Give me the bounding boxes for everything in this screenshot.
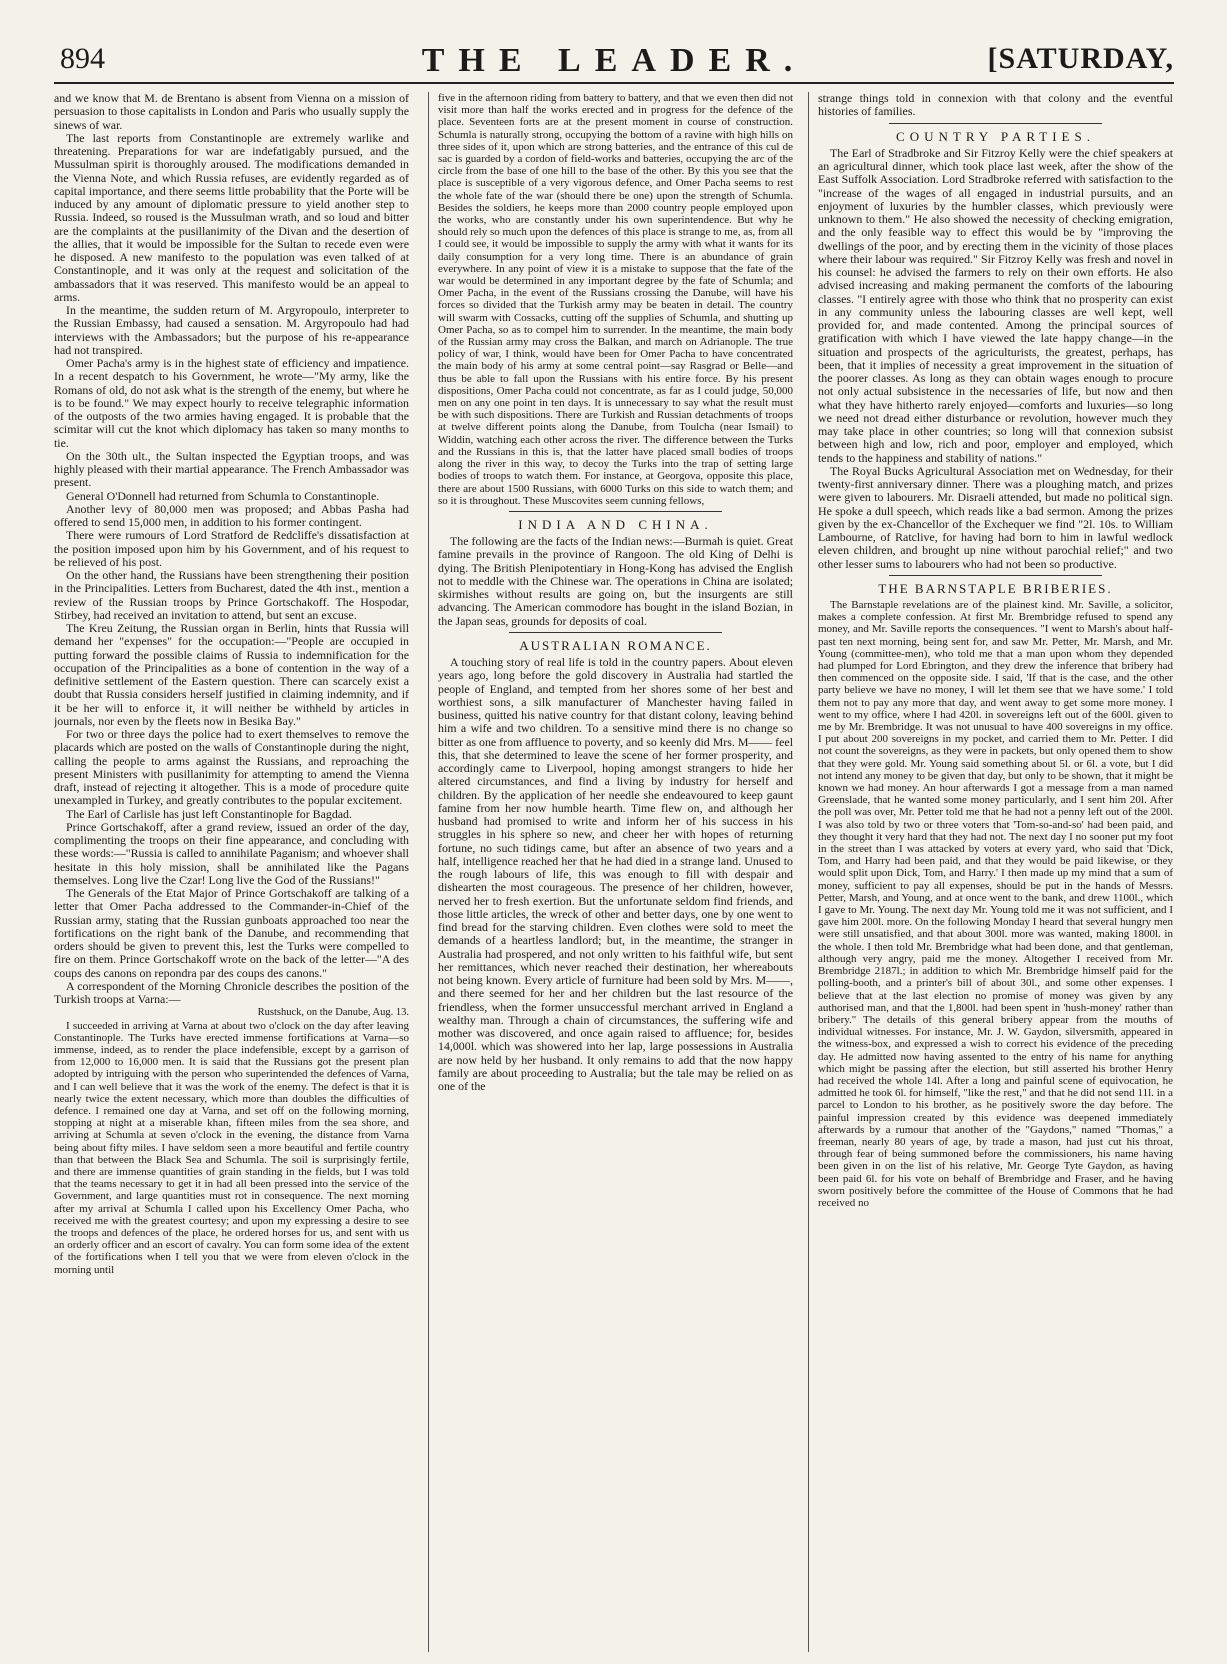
paragraph: On the other hand, the Russians have been strengthening their position in the Principalities. Letters from Bucharest, dated the 4th inst., mention a review of the Russian troops by Prince Gortschakoff. The Hospodar, Stirbey, had received an invitation to attend, but sent an excuse.	[54, 568, 409, 622]
column-rule	[428, 92, 429, 1652]
paragraph: and we know that M. de Brentano is absent from Vienna on a mission of persuasion to those capitalists in London and Paris who usually supply the sinews of war.	[54, 92, 409, 132]
masthead	[54, 42, 1174, 84]
paragraph: General O'Donnell had returned from Schumla to Constantinople.	[66, 488, 380, 503]
paragraph: For two or three days the police had to exert themselves to remove the placards which are posted on the walls of Constantinople during the night, calling the people to arms against the Russians, and reproaching the present Ministers with pusillanimity for attempting to amend the Vienna draft, instead of rejecting it altogether. This is a mode of procedure quite unexampled in Turkey, and greatly contributes to the popular excitement.	[54, 727, 409, 808]
paragraph: A correspondent of the Morning Chronicle describes the position of the Turkish troops at Varna:—	[54, 978, 409, 1006]
dateline: Rustshuck, on the Danube, Aug. 13.	[257, 1007, 409, 1019]
section-divider	[509, 632, 722, 633]
column-3	[818, 92, 1173, 1652]
page-number: 894	[60, 42, 105, 75]
article-australian-continued: strange things told in connexion with that colony and the eventful histories of families.	[818, 92, 1173, 119]
paragraph: The last reports from Constantinople are extremely warlike and threatening. Preparations for war are indefatigably pursued, and the Mussulman spirit is thoroughly aroused. The modifications demanded in the Vienna Note, and which Russia refuses, are evidently regarded as of capital importance, and there seems little probability that the Porte will be induced by any amount of diplomatic pressure to yield another step to Russia. Indeed, so roused is the Mussulman wrath, and so loud and bitter are the complaints at the pusillanimity of the Divan and the desertion of the allies, that it would be impossible for the Sultan to recede even were he disposed. A new manifesto to the population was even talked of at Constantinople, and it was only at the request and solicitation of the ambassadors that it was reserved. This manifesto would be an appeal to arms.	[54, 130, 409, 304]
paragraph: Omer Pacha's army is in the highest state of efficiency and impatience. In a recent despatch to his Government, he wrote—"My army, like the Romans of old, do not ask what is the strength of the enemy, but where he is to be found." We may expect hourly to receive telegraphic information of the outposts of the two armies having engaged. It is probable that the scimitar will cut the knot which diplomacy has taken so many months to tie.	[54, 356, 409, 450]
correspondent-letter: I succeeded in arriving at Varna at about two o'clock on the day after leaving Constantinople. The Turks have erected immense fortifications at Varna—so immense, indeed, as to render the place indefensible, except by a garrison of from 12,000 to 16,000 men. It is said that the Russians got the present plan adopted by intriguing with the person who superintended the defences of Varna, and I can well believe that it was the work of the enemy. The defect is that it is nearly twice the extent necessary, which more than doubles the difficulties of defence. I remained one day at Varna, and set off on the following morning, stopping at night at a miserable khan, fifteen miles from the sea shore, and arriving at Schumla at seven o'clock in the evening, the distance from Varna being about fifty miles. I have seldom seen a more beautiful and fertile country than that between the Black Sea and Schumla. The soil is surprisingly fertile, and there are immense quantities of grain standing in the fields, but I was told that the teams necessary to get it in had all been pressed into the service of the Government, and large quantities must rot in consequence. The next morning after my arrival at Schumla I called upon his Excellency Omer Pacha, who received me with the greatest courtesy; and upon my expressing a desire to see the troops and defences of the place, he ordered horses for us, and sent with us an orderly officer and an escort of cavalry. You can form some idea of the extent of the fortifications when I tell you that we were from eleven o'clock in the morning until	[54, 1019, 409, 1276]
section-heading-country: COUNTRY PARTIES.	[896, 128, 1095, 144]
paragraph: The Earl of Stradbroke and Sir Fitzroy Kelly were the chief speakers at an agricultural dinner, which took place last week, after the show of the East Suffolk Association. Lord Stradbroke referred with satisfaction to the "increase of the wages of all engaged in industrial pursuits, and an enjoyment of luxuries by the humbler classes, which previously were unknown to them." He also showed the necessity of checking emigration, and the only feasible way to effect this would be by "improving the dwellings of the poor, and by erecting them in the vicinity of those places where their labour was required." Sir Fitzroy Kelly was fresh and novel in his counsel: he advised the farmers to rely on their own efforts. He also advised increasing and making permanent the comforts of the labouring classes. "I entirely agree with those who think that no prosperity can exist in any community unless the labouring classes are well kept, well provided for, and made contented. Among the principal sources of gratification with which I have viewed the late happy change—in the situation and prospects of the agriculturists, the greatest, perhaps, has been, that it implies of necessity a great improvement in the situation of the poorer classes. As long as they can obtain wages enough to procure not only actual subsistence in the necessaries of life, but now and then what they have hitherto rarely enjoyed—comforts and luxuries—so long we need not dread either disturbance or revolution, however much they may take place in other countries; so long will that connexion subsist between high and low, rich and poor, employer and employed, which tends to the happiness and stability of nations."	[818, 145, 1173, 465]
correspondent-letter-continued: five in the afternoon riding from battery to battery, and that we even then did not visit more than half the works erected and in progress for the defence of the place. Seventeen forts are at the present moment in course of construction. Schumla is naturally strong, occupying the bottom of a ravine with high hills on three sides of it, upon which are strong batteries, and the entrance of this cul de sac is guarded by a cordon of field-works and batteries, occupying the arc of the circle from the base of one hill to the base of the other. By this you see that the place is susceptible of a very vigorous defence, and Omer Pacha seems to rest the whole fate of the war (should there be one) upon the strength of Schumla. Besides the soldiers, he keeps more than 2000 country people employed upon the works, who are constantly under his own superintendence. But why he should rely so much upon the defences of this place is strange to me, as, from all I could see, it would be impossible to supply the army with what it wants for its daily consumption for a very long time. There is an abundance of grain everywhere. In any point of view it is a mistake to suppose that the fate of the war would be determined in any important degree by the fate of Schumla; and Omer Pacha, in the event of the Russians crossing the Danube, will have his forces so divided that the Turkish army may be beaten in detail. The country will swarm with Cossacks, cutting off the supplies of Schumla, and shutting up Omer Pacha, so as to compel him to surrender. In the meantime, the main body of the Russian army may cross the Balkan, and march on Adrianople. The true policy of war, I think, would have been for Omer Pacha to have concentrated the main body of his army at some central point—say Rasgrad or Belle—and thus be able to fall upon the Russians with his entire force. By his present dispositions, Omer Pacha could not concentrate, as far as I could judge, 50,000 men on any one point in ten days. It is unnecessary to say what the result must be with such dispositions. There are Turkish and Russian detachments of troops at twelve different points along the Danube, from Toulcha (near Ismail) to Widdin, watching each other across the river. The difference between the Turks and the Russians in this is, that the latter have placed small bodies of troops along the river in this way, to decoy the Turks into the trap of setting large bodies of troops to watch them. For instance, at Georgova, opposite this place, there are about 1500 Russians, with 6000 Turks on this side to watch them; and so it is throughout. These Muscovites seem cunning fellows,	[438, 92, 793, 507]
section-divider	[889, 123, 1102, 124]
paragraph: The Generals of the Etat Major of Prince Gortschakoff are talking of a letter that Omer Pacha addressed to the Commander-in-Chief of the Russian army, stating that the Russian gunboats approached too near the fortifications on the right bank of the Danube, and recommending that orders should be given to prevent this, lest the Turks were compelled to fire on them. Prince Gortschakoff wrote on the back of the letter—"A des coups des canons on repondra par des coups des canons."	[54, 886, 409, 980]
paragraph: Another levy of 80,000 men was proposed; and Abbas Pasha had offered to send 15,000 men, in addition to his former contingent.	[54, 501, 409, 529]
column-2	[438, 92, 793, 1652]
paragraph: There were rumours of Lord Stratford de Redcliffe's dissatisfaction at the position imposed upon him by his Government, and of his request to be relieved of his post.	[54, 528, 409, 569]
paragraph: The Earl of Carlisle has just left Constantinople for Bagdad.	[66, 806, 352, 821]
column-1	[54, 92, 409, 1652]
issue-day: [SATURDAY,	[987, 42, 1174, 75]
column-rule	[808, 92, 809, 1652]
paragraph: The Kreu Zeitung, the Russian organ in Berlin, hints that Russia will demand her "expenses" for the occupation:—"People are occupied in putting forward the possible claims of Russia to indemnification for the occupation of the Principalities as a bone of contention in the way of a definitive settlement of the Eastern question. There can scarcely exist a doubt that Russia considers herself justified in claiming indemnity, and if it be her will to enforce it, it will neither be withheld by articles in journals, nor even by the fleets now in Besika Bay."	[54, 621, 409, 728]
section-divider	[509, 511, 722, 512]
article-barnstaple-text: The Barnstaple revelations are of the plainest kind. Mr. Saville, a solicitor, makes a complete confession. At first Mr. Brembridge refused to spend any money, and Mr. Saville reports the consequences. "I went to Marsh's about half-past ten next morning, being sent for, and saw Mr. Petter, Mr. Marsh, and Mr. Young (committee-men), who told me that a man upon whom they depended had plumped for Lord Ebrington, and they drew the inference that bribery had then commenced on the opposite side. I said, 'If that is the case, and the other party believe we have no money, I will let them see that we have some.' I told them not to pay any more that day, and went away to get some more money. I went to my office, where I had 420l. in sovereigns left out of the 600l. given to me by Mr. Brembridge. It was not unusual to have 400 sovereigns in my office. I put about 200 sovereigns in my pocket, and carried them to Mr. Petter. I did not count the sovereigns, as they were in packets, but only opened them to show that they were gold. Mr. Young said something about 5l. or 6l. a vote, but I did not intend any money to be given that day, but only to be shown, that it might be known we had money. An hour afterwards I got a message from a man named Greenslade, that he wanted some money particularly, and I sent him 20l. After the poll was over, Mr. Petter told me that he had not a penny left out of the 200l. I was also told by two or three voters that 'Tom-so-and-so' had been paid, and they thought it very hard that they had not. The next day I no sooner put my foot in the street than I was attacked by voters at every yard, who said that 'Dick, Tom, and Harry had been paid, and that they would be paid likewise, or they would split upon Dick, Tom, and Harry.' I then made up my mind that a sum of money, sufficient to pay all expenses, should be put in the hands of Messrs. Petter, Marsh, and Young, and at once went to the bank, and drew 1100l., which I gave to Mr. Young. The next day Mr. Young told me it was not sufficient, and I gave him 200l. more. On the following Monday I heard that several hungry men were still unsatisfied, and that about 300l. more was wanted, making 1800l. in the whole. I then told Mr. Brembridge what had been done, and that gentleman, although very angry, paid me the money. Altogether I received from Mr. Brembridge 2187l.; in addition to which Mr. Brembridge himself paid for the polling-booth, and a printer's bill of about 30l., and some other expenses. I believe that at the last election no promise of money was given by any authorised man, and that the 1,800l. had been spent in 'hush-money' rather than bribery." The details of this general bribery appear from the mouths of individual witnesses. For instance, Mr. J. W. Gaydon, silversmith, appeared in the witness-box, and expressed a wish to correct his evidence of the preceding day. He admitted now having assented to the entry of his name for anything which might be passing after the election, but still asserted his brother Henry had received the whole 14l. After a long and painful scene of equivocation, he admitted he took 6l. for himself, "like the rest," and that he did not send 11l. in a parcel to London to his brother, as he positively swore the day before. The painful impression created by this evidence was deepened immediately afterwards by a rumour that another of the "Gaydons," named "Thomas," a freeman, nearly 80 years of age, by trade a mason, had just cut his throat, through fear of being summoned before the commissioners, his name having been given in on the list of his relative, Mr. George Tyte Gaydon, as having been paid 6l. for his vote on behalf of Brembridge and Fraser, and he having sworn positively before the committee of the House of Commons that he had received no	[818, 599, 1173, 1209]
section-heading-india: INDIA AND CHINA.	[518, 516, 713, 532]
paragraph: On the 30th ult., the Sultan inspected the Egyptian troops, and was highly pleased with their martial appearance. The French Ambassador was present.	[54, 448, 409, 490]
section-divider	[889, 575, 1102, 576]
paragraph: The Royal Bucks Agricultural Association met on Wednesday, for their twenty-first anniversary dinner. There was a ploughing match, and prizes were given to labourers. Mr. Disraeli attended, but made no political sign. He spoke a dull speech, which reads like a bad sermon. Among the prizes given by the ex-Chancellor of the Exchequer we find "2l. 10s. to William Lambourne, of Ratclive, for having had born to him in lawful wedlock eleven children, and brought up nine without parochial relief;" and two other lesser sums to labourers who had not been so productive.	[818, 463, 1173, 571]
newspaper-title: THE LEADER.	[421, 42, 807, 79]
paragraph: Prince Gortschakoff, after a grand review, issued an order of the day, complimenting the troops on their fine appearance, and concluding with these words:—"Russia is called to annihilate Paganism; and whoever shall hesitate in this holy mission, shall be annihilated like the Pagans themselves. Long live the Czar! Long live the God of the Russians!"	[54, 819, 409, 887]
section-heading-barnstaple: THE BARNSTAPLE BRIBERIES.	[878, 580, 1113, 596]
article-india-text: The following are the facts of the Indian news:—Burmah is quiet. Great famine prevails in the province of Rangoon. The old King of Delhi is dying. The British Plenipotentiary in Hong-Kong has advised the English not to meddle with the Chinese war. The operations in China are isolated; skirmishes without results are going on, but the insurgents are still advancing. The American commodore has bought in the island Bozian, in the Japan seas, grounds for deposits of coal.	[438, 534, 793, 628]
article-australian-text: A touching story of real life is told in the country papers. About eleven years ago, long before the gold discovery in Australia had startled the people of England, and tempted from her shores some of her best and worthiest sons, a silk manufacturer of Manchester having failed in business, quitted his native country for that distant colony, leaving behind him a wife and two children. To a sensitive mind there is no change so bitter as one from affluence to poverty, and so keenly did Mrs. M—— feel this, that she determined to leave the scene of her former prosperity, and accordingly came to Liverpool, hoping amongst strangers to hide her altered circumstances, and find a living by industry for herself and children. By the application of her needle she endeavoured to keep gaunt famine from her now humble hearth. Time flew on, and although her husband had promised to write and inform her of his success in his struggles in his sphere so new, and cheer her with hopes of returning fortune, no such tidings came, but after an absence of two years and a half, intelligence reached her that he had died in a strange land. Unused to the rough labours of life, this was enough to fill with despair and dishearten the most courageous. The presence of her children, however, nerved her to fresh exertion. But the unfortunate seldom find friends, and those little articles, the wreck of other and better days, one by one went to find bread for the starving children. Even clothes were sold to meet the demands of a heartless landlord; but, in the meantime, the stranger in Australia had prospered, and not only written to his faithful wife, but sent her remittances, which never reached their destination, her whereabouts not being known. Every article of furniture had been sold by Mrs. M——, and there seemed for her and her children but the last resource of the friendless, when the former unsuccessful merchant arrived in England a wealthy man. Through a chain of circumstances, the suffering wife and mother was discovered, and once again raised to affluence; for, besides 14,000l. which was showered into her lap, large possessions in Australia are now held by her husband. It only remains to add that the now happy family are about proceeding to Australia; but the tale may be relied on as one of the	[438, 655, 793, 1094]
paragraph: In the meantime, the sudden return of M. Argyropoulo, interpreter to the Russian Embassy, had caused a sensation. M. Argyropoulo had had interviews with the Ambassadors; but the purpose of his re-appearance had not transpired.	[54, 303, 409, 357]
section-heading-australian: AUSTRALIAN ROMANCE.	[519, 637, 712, 653]
